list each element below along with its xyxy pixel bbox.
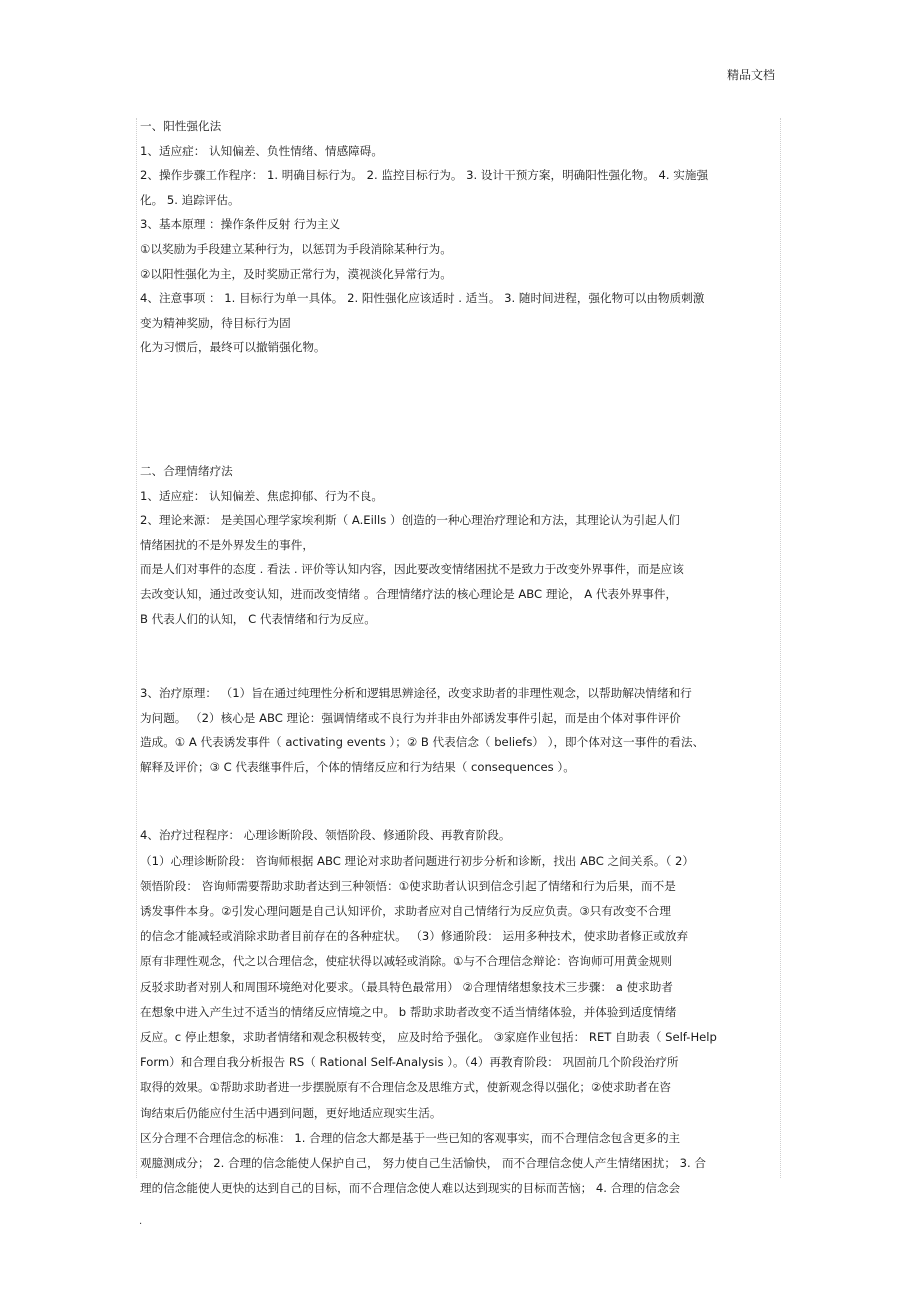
section-treatment-process (140, 823, 780, 1201)
text-line: 领悟阶段： 咨询师需要帮助求助者达到三种领悟：①使求助者认识到信念引起了情绪和行为后果，而不是 (140, 878, 676, 893)
text-line: B 代表人们的认知， C 代表情绪和行为反应。 (140, 611, 376, 626)
text-line: 4、治疗过程程序： 心理诊断阶段、领悟阶段、修通阶段、再教育阶段。 (140, 828, 511, 843)
text-line: 变为精神奖励，待目标行为固 (140, 315, 291, 330)
text-line: 造成。① A 代表诱发事件（ activating events ）；② B 代表信念（ beliefs） ），即个体对这一事件的看法、 (140, 735, 705, 750)
text-line: 区分合理不合理信念的标准： 1. 合理的信念大都是基于一些已知的客观事实，而不合理信念包含更多的主 (140, 1130, 681, 1145)
text-line: Form）和合理自我分析报告 RS（ Rational Self-Analysis ）。（4）再教育阶段： 巩固前几个阶段治疗所 (140, 1055, 679, 1070)
text-line: 2、操作步骤工作程序： 1. 明确目标行为。 2. 监控目标行为。 3. 设计干预方案，明确阳性强化物。 4. 实施强 (140, 168, 709, 183)
text-line: （1）心理诊断阶段： 咨询师根据 ABC 理论对求助者问题进行初步分析和诊断，找出 ABC 之间关系。（ 2） (140, 853, 694, 868)
page-header: 精品文档 (727, 68, 776, 82)
text-line: 去改变认知，通过改变认知，进而改变情绪 。合理情绪疗法的核心理论是 ABC 理论， A 代表外界事件， (140, 586, 678, 601)
text-line: 取得的效果。①帮助求助者进一步摆脱原有不合理信念及思维方式，使新观念得以强化；②使求助者在咨 (140, 1080, 671, 1095)
text-line: 3、基本原理 ：操作条件反射 行为主义 (140, 217, 341, 232)
footer-mark: . (139, 1216, 143, 1227)
text-line: 原有非理性观念，代之以合理信念，使症状得以减轻或消除。①与不合理信念辩论：咨询师可用黄金规则 (140, 954, 673, 969)
text-line: 化。 5. 追踪评估。 (140, 192, 240, 207)
text-line: 理的信念能使人更快的达到自己的目标，而不合理信念使人难以达到现实的目标而苦恼； 4. 合理的信念会 (140, 1181, 681, 1196)
text-line: 为问题。 （2）核心是 ABC 理论：强调情绪或不良行为并非由外部诱发事件引起，而是由个体对事件评价 (140, 710, 681, 725)
left-margin-rule (136, 118, 137, 1178)
section-heading: 二、合理情绪疗法 (140, 463, 233, 478)
text-line: 反应。c 停止想象，求助者情绪和观念积极转变， 应及时给予强化。 ③家庭作业包括： RET 自助表（ Self-Help (140, 1029, 717, 1044)
section-positive-reinforcement (140, 114, 780, 360)
text-line: 2、理论来源： 是美国心理学家埃利斯（ A.Eills ）创造的一种心理治疗理论和方法，其理论认为引起人们 (140, 513, 680, 528)
section-heading: 一、阳性强化法 (140, 119, 222, 133)
text-line: 解释及评价；③ C 代表继事件后，个体的情绪反应和行为结果（ consequences ）。 (140, 759, 575, 774)
text-line: 情绪困扰的不是外界发生的事件， (140, 537, 314, 552)
text-line: 观臆测成分； 2. 合理的信念能使人保护自己， 努力使自己生活愉快， 而不合理信念使人产生情绪困扰； 3. 合 (140, 1155, 706, 1170)
document-body (140, 114, 780, 1201)
text-line: 的信念才能减轻或消除求助者目前存在的各种症状。 （3）修通阶段： 运用多种技术，使求助者修正或放弃 (140, 929, 689, 944)
text-line: ①以奖励为手段建立某种行为，以惩罚为手段消除某种行为。 (140, 241, 452, 256)
text-line: 1、适应症： 认知偏差、焦虑抑郁、行为不良。 (140, 488, 383, 503)
section-rational-emotive-therapy (140, 459, 780, 631)
text-line: 1、适应症： 认知偏差、负性情绪、情感障碍。 (140, 143, 383, 158)
text-line: 化为习惯后，最终可以撤销强化物。 (140, 340, 326, 355)
right-margin-rule (780, 118, 781, 1178)
text-line: 4、注意事项 ： 1. 目标行为单一具体。 2. 阳性强化应该适时 . 适当。 3. 随时间进程，强化物可以由物质刺激 (140, 291, 705, 306)
text-line: 询结束后仍能应付生活中遇到问题，更好地适应现实生活。 (140, 1105, 442, 1120)
text-line: 反驳求助者对别人和周围环境绝对化要求。（最具特色最常用） ②合理情绪想象技术三步骤： a 使求助者 (140, 979, 673, 994)
text-line: ②以阳性强化为主，及时奖励正常行为，漠视淡化异常行为。 (140, 266, 452, 281)
text-line: 而是人们对事件的态度 . 看法 . 评价等认知内容，因此要改变情绪困扰不是致力于改变外界事件，而是应该 (140, 562, 684, 577)
text-line: 3、治疗原理： （1）旨在通过纯理性分析和逻辑思辨途径，改变求助者的非理性观念，以帮助解决情绪和行 (140, 686, 692, 701)
text-line: 诱发事件本身。②引发心理问题是自己认知评价，求助者应对自己情绪行为反应负责。③只有改变不合理 (140, 904, 671, 919)
text-line: 在想象中进入产生过不适当的情绪反应情境之中。 b 帮助求助者改变不适当情绪体验，并体验到适度情绪 (140, 1004, 677, 1019)
section-treatment-principle (140, 681, 780, 779)
